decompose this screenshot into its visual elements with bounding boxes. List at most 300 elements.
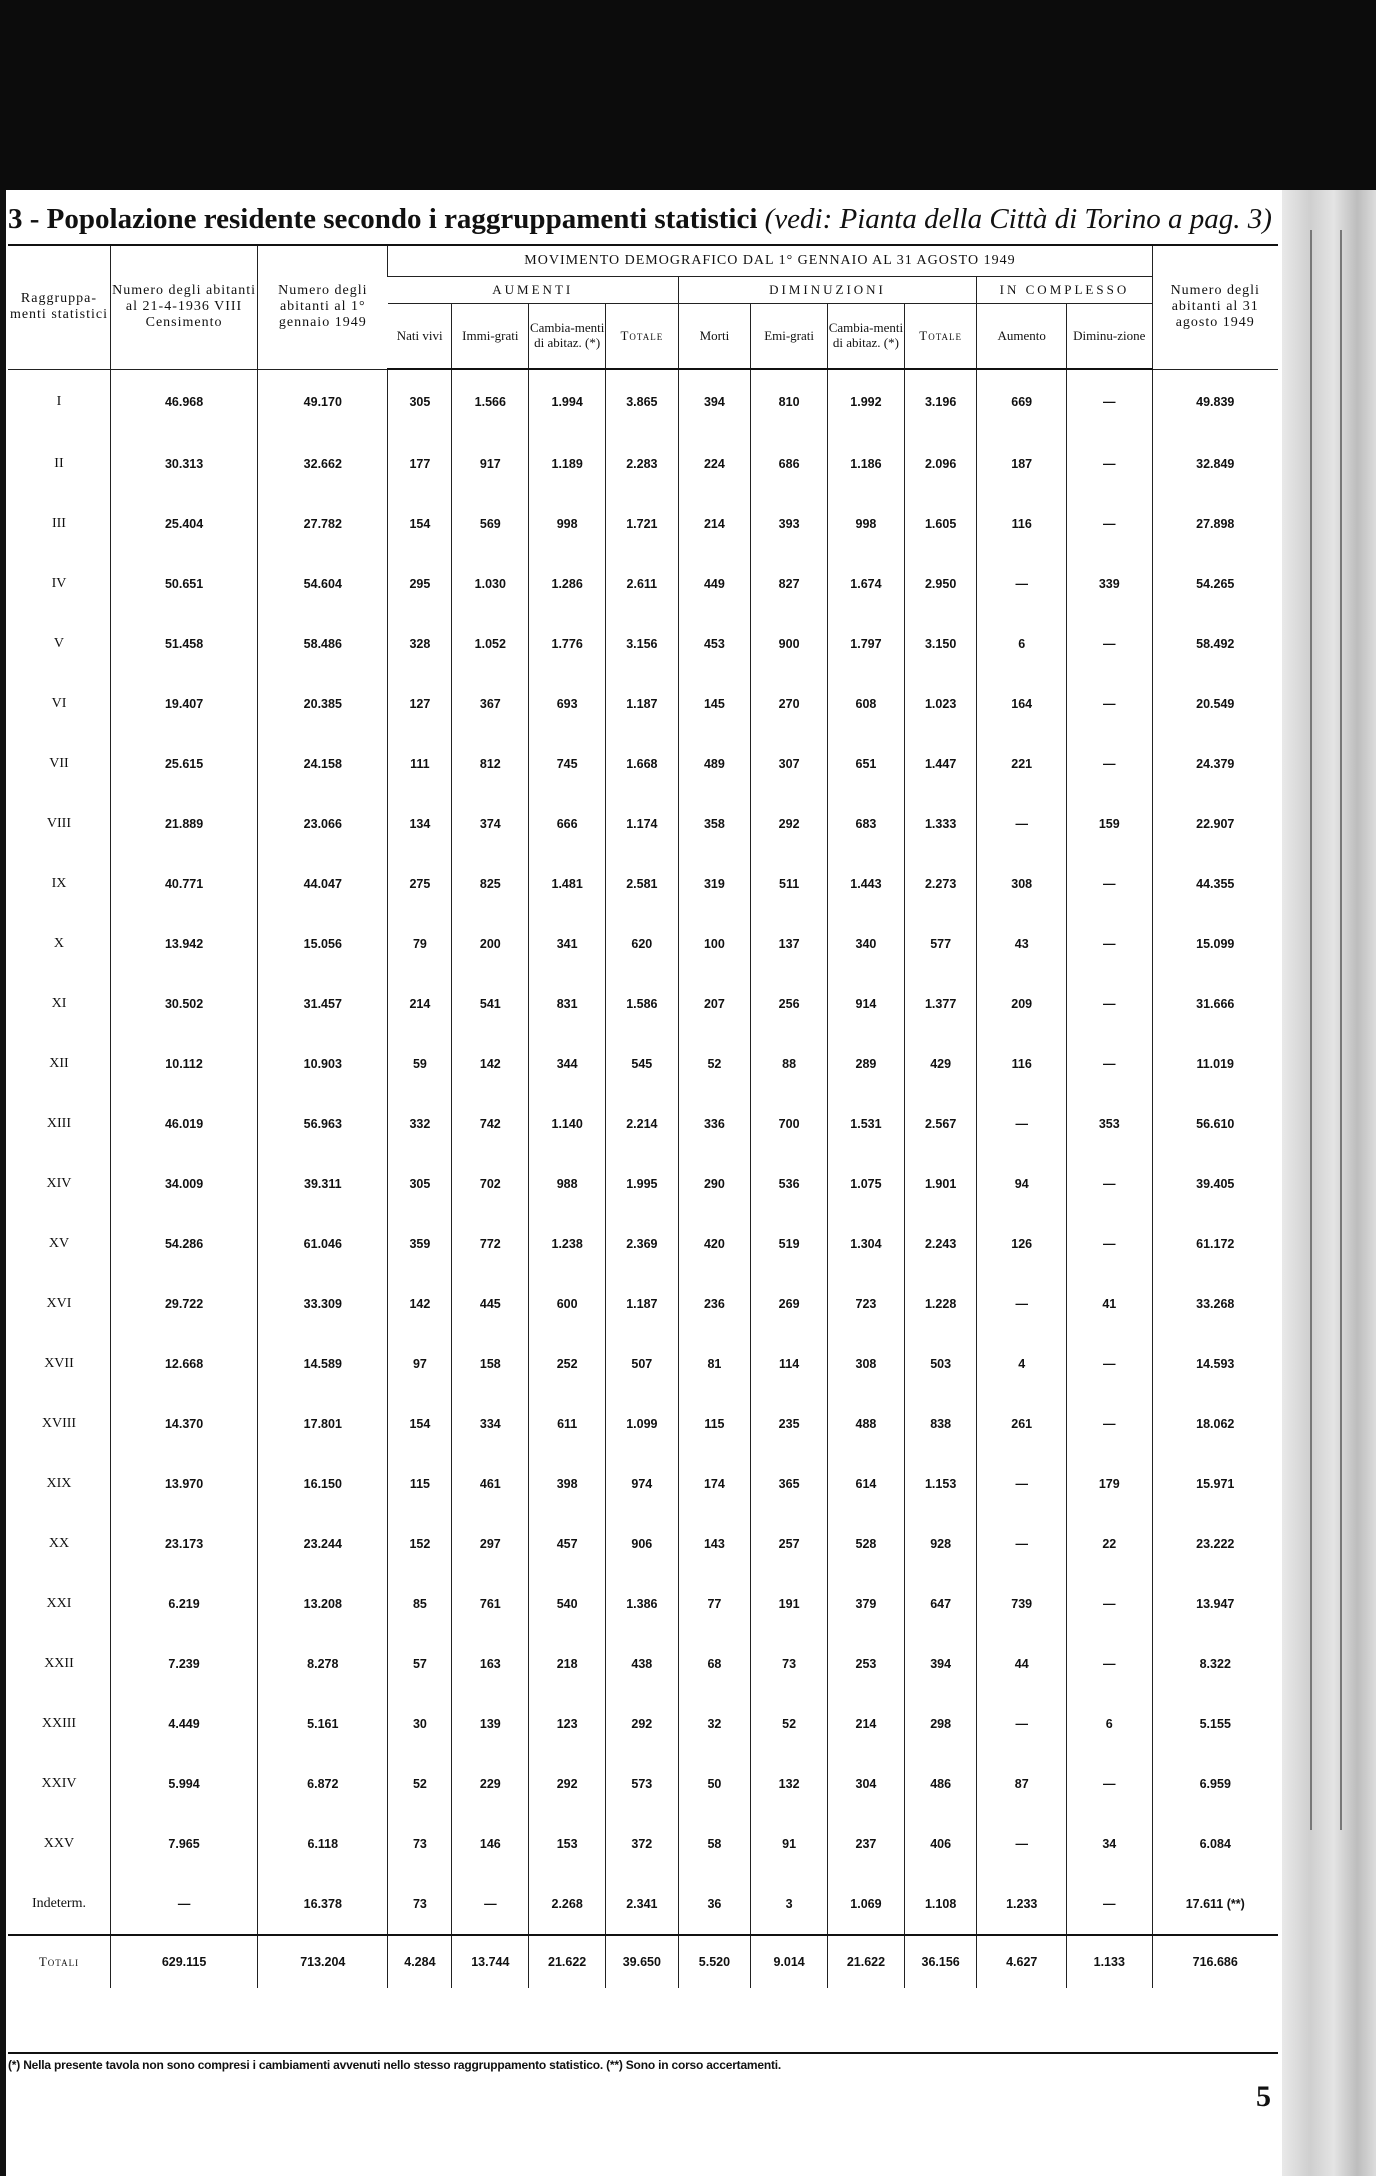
- cell-total-in: 545: [606, 1034, 679, 1094]
- cell-increase: —: [977, 1814, 1067, 1874]
- cell-total-out: 3.196: [904, 369, 977, 434]
- cell-deaths: 489: [678, 734, 751, 794]
- cell-deaths: 81: [678, 1334, 751, 1394]
- cell-immigrants: 200: [452, 914, 529, 974]
- cell-total-in: 438: [606, 1634, 679, 1694]
- cell-pop1949: 6.872: [258, 1754, 388, 1814]
- table-row: [8, 1454, 1278, 1514]
- cell-changes-out: 608: [828, 674, 905, 734]
- cell-pop1949: 10.903: [258, 1034, 388, 1094]
- cell-births: 214: [388, 974, 452, 1034]
- cell-changes-out: 1.531: [828, 1094, 905, 1154]
- cell-increase: 43: [977, 914, 1067, 974]
- cell-group: XXIV: [41, 1776, 77, 1791]
- cell-births: 142: [388, 1274, 452, 1334]
- cell-deaths: 207: [678, 974, 751, 1034]
- footnote: (*) Nella presente tavola non sono compresi i cambiamenti avvenuti nello stesso raggruppamento statistico. (**) Sono in corso accertamenti.: [8, 2052, 1278, 2072]
- cell-total-out: 838: [904, 1394, 977, 1454]
- cell-changes-out: 214: [828, 1694, 905, 1754]
- table-row: [8, 1574, 1278, 1634]
- cell-total-in: 2.214: [606, 1094, 679, 1154]
- cell-births: 332: [388, 1094, 452, 1154]
- cell-changes-in: 2.268: [529, 1874, 606, 1935]
- cell-changes-out: 1.075: [828, 1154, 905, 1214]
- cell-group: XVII: [44, 1356, 74, 1371]
- cell-immigrants: 334: [452, 1394, 529, 1454]
- cell-decrease: —: [1067, 434, 1152, 494]
- cell-group: XXI: [46, 1596, 72, 1611]
- cell-increase: —: [977, 1274, 1067, 1334]
- cell-pop1936: 46.019: [110, 1094, 257, 1154]
- cell-pop1949: 33.309: [258, 1274, 388, 1334]
- cell-total-out: 486: [904, 1754, 977, 1814]
- cell-decrease: —: [1067, 1034, 1152, 1094]
- cell-total-in: 3.156: [606, 614, 679, 674]
- totals-row: [8, 1935, 1278, 1988]
- cell-pop1949: 16.150: [258, 1454, 388, 1514]
- cell-deaths: 336: [678, 1094, 751, 1154]
- cell-total-out: 1.377: [904, 974, 977, 1034]
- cell-emigrants: 52: [751, 1694, 828, 1754]
- header-deaths: Morti: [678, 304, 751, 370]
- cell-pop-end: 17.611 (**): [1152, 1874, 1278, 1935]
- cell-increase: 187: [977, 434, 1067, 494]
- table-row: [8, 1814, 1278, 1874]
- cell-total-out: 1.228: [904, 1274, 977, 1334]
- cell-emigrants: 686: [751, 434, 828, 494]
- cell-changes-in: 1.776: [529, 614, 606, 674]
- header-changes-in: Cambia-menti di abitaz. (*): [529, 304, 606, 370]
- table-body: [8, 369, 1278, 1988]
- cell-pop1936: 14.370: [110, 1394, 257, 1454]
- cell-deaths: 50: [678, 1754, 751, 1814]
- cell-changes-out: 1.797: [828, 614, 905, 674]
- cell-emigrants: 191: [751, 1574, 828, 1634]
- table-row: [8, 1754, 1278, 1814]
- cell-immigrants: 761: [452, 1574, 529, 1634]
- cell-pop1936: 54.286: [110, 1214, 257, 1274]
- cell-pop-end: 58.492: [1152, 614, 1278, 674]
- cell-deaths: 224: [678, 434, 751, 494]
- cell-births: 134: [388, 794, 452, 854]
- cell-total-in: 573: [606, 1754, 679, 1814]
- cell-pop1949: 16.378: [258, 1874, 388, 1935]
- cell-emigrants: 900: [751, 614, 828, 674]
- header-changes-out: Cambia-menti di abitaz. (*): [828, 304, 905, 370]
- cell-decrease: 6: [1067, 1694, 1152, 1754]
- cell-emigrants: 307: [751, 734, 828, 794]
- cell-deaths: 52: [678, 1034, 751, 1094]
- cell-pop1949: 713.204: [258, 1935, 388, 1988]
- cell-decrease: 339: [1067, 554, 1152, 614]
- cell-immigrants: 1.030: [452, 554, 529, 614]
- cell-births: 85: [388, 1574, 452, 1634]
- cell-pop1949: 23.244: [258, 1514, 388, 1574]
- cell-changes-out: 379: [828, 1574, 905, 1634]
- cell-pop-end: 32.849: [1152, 434, 1278, 494]
- cell-deaths: 143: [678, 1514, 751, 1574]
- cell-changes-in: 1.238: [529, 1214, 606, 1274]
- cell-immigrants: 917: [452, 434, 529, 494]
- page-crease: [1340, 230, 1342, 1830]
- cell-pop1936: 50.651: [110, 554, 257, 614]
- cell-births: 59: [388, 1034, 452, 1094]
- cell-emigrants: 393: [751, 494, 828, 554]
- cell-births: 328: [388, 614, 452, 674]
- cell-deaths: 36: [678, 1874, 751, 1935]
- cell-changes-in: 600: [529, 1274, 606, 1334]
- cell-total-out: 1.023: [904, 674, 977, 734]
- cell-group: XIX: [46, 1476, 72, 1491]
- cell-pop-end: 13.947: [1152, 1574, 1278, 1634]
- cell-changes-in: 988: [529, 1154, 606, 1214]
- cell-deaths: 214: [678, 494, 751, 554]
- cell-total-out: 1.447: [904, 734, 977, 794]
- cell-immigrants: 158: [452, 1334, 529, 1394]
- table-row: [8, 1394, 1278, 1454]
- header-total-in: Totale: [606, 304, 679, 370]
- cell-births: 152: [388, 1514, 452, 1574]
- cell-group: XXII: [44, 1656, 74, 1671]
- cell-decrease: —: [1067, 974, 1152, 1034]
- cell-immigrants: 146: [452, 1814, 529, 1874]
- cell-decrease: 22: [1067, 1514, 1152, 1574]
- cell-group: XIII: [46, 1116, 72, 1131]
- cell-pop1936: 25.615: [110, 734, 257, 794]
- cell-emigrants: 365: [751, 1454, 828, 1514]
- cell-pop1949: 58.486: [258, 614, 388, 674]
- cell-pop1949: 49.170: [258, 369, 388, 434]
- cell-decrease: —: [1067, 1754, 1152, 1814]
- cell-increase: 6: [977, 614, 1067, 674]
- cell-increase: 4.627: [977, 1935, 1067, 1988]
- cell-decrease: —: [1067, 674, 1152, 734]
- cell-births: 295: [388, 554, 452, 614]
- table-row: [8, 1694, 1278, 1754]
- table-row: [8, 974, 1278, 1034]
- cell-total-out: 394: [904, 1634, 977, 1694]
- cell-pop-end: 5.155: [1152, 1694, 1278, 1754]
- cell-emigrants: 137: [751, 914, 828, 974]
- cell-immigrants: 367: [452, 674, 529, 734]
- cell-changes-in: 1.140: [529, 1094, 606, 1154]
- cell-deaths: 290: [678, 1154, 751, 1214]
- cell-increase: —: [977, 1694, 1067, 1754]
- cell-changes-in: 398: [529, 1454, 606, 1514]
- cell-pop1949: 27.782: [258, 494, 388, 554]
- cell-changes-out: 1.069: [828, 1874, 905, 1935]
- cell-pop1936: 23.173: [110, 1514, 257, 1574]
- cell-total-out: 928: [904, 1514, 977, 1574]
- cell-total-in: 372: [606, 1814, 679, 1874]
- cell-changes-out: 998: [828, 494, 905, 554]
- population-table-container: [8, 244, 1278, 1988]
- cell-changes-in: 252: [529, 1334, 606, 1394]
- cell-deaths: 68: [678, 1634, 751, 1694]
- cell-pop-end: 15.971: [1152, 1454, 1278, 1514]
- header-pop-1949-end: Numero degli abitanti al 31 agosto 1949: [1152, 245, 1278, 369]
- cell-births: 73: [388, 1814, 452, 1874]
- cell-emigrants: 88: [751, 1034, 828, 1094]
- cell-deaths: 145: [678, 674, 751, 734]
- cell-immigrants: 825: [452, 854, 529, 914]
- page-title: [8, 203, 1278, 236]
- cell-pop-end: 39.405: [1152, 1154, 1278, 1214]
- cell-total-in: 1.995: [606, 1154, 679, 1214]
- cell-group: VI: [51, 696, 67, 711]
- cell-pop-end: 49.839: [1152, 369, 1278, 434]
- cell-pop-end: 8.322: [1152, 1634, 1278, 1694]
- cell-decrease: —: [1067, 1634, 1152, 1694]
- cell-changes-out: 21.622: [828, 1935, 905, 1988]
- cell-total-in: 620: [606, 914, 679, 974]
- cell-decrease: 159: [1067, 794, 1152, 854]
- cell-emigrants: 810: [751, 369, 828, 434]
- cell-changes-out: 1.674: [828, 554, 905, 614]
- cell-total-in: 3.865: [606, 369, 679, 434]
- table-row: [8, 369, 1278, 434]
- scan-top-border: [0, 0, 1376, 190]
- cell-pop1936: 25.404: [110, 494, 257, 554]
- cell-changes-out: 308: [828, 1334, 905, 1394]
- cell-births: 73: [388, 1874, 452, 1935]
- cell-emigrants: 700: [751, 1094, 828, 1154]
- scan-left-border: [0, 190, 6, 2176]
- cell-total-out: 2.243: [904, 1214, 977, 1274]
- cell-emigrants: 91: [751, 1814, 828, 1874]
- table-row: [8, 1274, 1278, 1334]
- cell-emigrants: 235: [751, 1394, 828, 1454]
- cell-emigrants: 269: [751, 1274, 828, 1334]
- cell-pop-end: 56.610: [1152, 1094, 1278, 1154]
- cell-changes-in: 611: [529, 1394, 606, 1454]
- table-row: [8, 1514, 1278, 1574]
- table-row: [8, 674, 1278, 734]
- table-row: [8, 1874, 1278, 1935]
- cell-decrease: —: [1067, 914, 1152, 974]
- header-group: Raggruppa-menti statistici: [8, 245, 110, 369]
- table-row: [8, 1214, 1278, 1274]
- cell-group: X: [53, 936, 65, 951]
- cell-changes-in: 153: [529, 1814, 606, 1874]
- table-row: [8, 854, 1278, 914]
- cell-pop1949: 39.311: [258, 1154, 388, 1214]
- cell-births: 57: [388, 1634, 452, 1694]
- cell-immigrants: 1.566: [452, 369, 529, 434]
- cell-total-in: 2.581: [606, 854, 679, 914]
- cell-pop-end: 18.062: [1152, 1394, 1278, 1454]
- header-pop-1936: Numero degli abitanti al 21-4-1936 VIII Censimento: [110, 245, 257, 369]
- cell-total-in: 2.341: [606, 1874, 679, 1935]
- cell-pop1936: 13.970: [110, 1454, 257, 1514]
- cell-pop1936: —: [110, 1874, 257, 1935]
- cell-total-in: 2.369: [606, 1214, 679, 1274]
- cell-total-out: 36.156: [904, 1935, 977, 1988]
- cell-pop1936: 21.889: [110, 794, 257, 854]
- cell-births: 305: [388, 369, 452, 434]
- cell-pop1936: 7.965: [110, 1814, 257, 1874]
- cell-pop-end: 24.379: [1152, 734, 1278, 794]
- cell-total-out: 406: [904, 1814, 977, 1874]
- cell-births: 4.284: [388, 1935, 452, 1988]
- table-row: [8, 734, 1278, 794]
- cell-pop-end: 6.084: [1152, 1814, 1278, 1874]
- cell-total-in: 292: [606, 1694, 679, 1754]
- table-row: [8, 1154, 1278, 1214]
- cell-total-in: 2.611: [606, 554, 679, 614]
- cell-births: 154: [388, 494, 452, 554]
- cell-changes-in: 1.994: [529, 369, 606, 434]
- cell-births: 359: [388, 1214, 452, 1274]
- cell-group: XVI: [46, 1296, 72, 1311]
- cell-changes-in: 540: [529, 1574, 606, 1634]
- cell-pop-end: 23.222: [1152, 1514, 1278, 1574]
- cell-total-in: 39.650: [606, 1935, 679, 1988]
- cell-increase: —: [977, 1514, 1067, 1574]
- cell-deaths: 32: [678, 1694, 751, 1754]
- cell-births: 115: [388, 1454, 452, 1514]
- cell-group: XVIII: [41, 1416, 77, 1431]
- cell-increase: 4: [977, 1334, 1067, 1394]
- cell-pop1936: 5.994: [110, 1754, 257, 1814]
- scan-right-margin: [1282, 190, 1376, 2176]
- cell-pop1949: 61.046: [258, 1214, 388, 1274]
- cell-total-out: 577: [904, 914, 977, 974]
- cell-deaths: 358: [678, 794, 751, 854]
- cell-decrease: —: [1067, 369, 1152, 434]
- cell-increase: 669: [977, 369, 1067, 434]
- cell-total-out: 1.605: [904, 494, 977, 554]
- cell-emigrants: 292: [751, 794, 828, 854]
- cell-changes-out: 1.186: [828, 434, 905, 494]
- cell-changes-in: 831: [529, 974, 606, 1034]
- cell-pop1949: 31.457: [258, 974, 388, 1034]
- cell-increase: 1.233: [977, 1874, 1067, 1935]
- cell-changes-out: 1.992: [828, 369, 905, 434]
- cell-pop1936: 40.771: [110, 854, 257, 914]
- cell-total-out: 2.273: [904, 854, 977, 914]
- header-movement: MOVIMENTO DEMOGRAFICO DAL 1° GENNAIO AL 31 AGOSTO 1949: [388, 245, 1152, 277]
- table-row: [8, 434, 1278, 494]
- cell-total-out: 2.567: [904, 1094, 977, 1154]
- cell-emigrants: 256: [751, 974, 828, 1034]
- cell-pop1949: 23.066: [258, 794, 388, 854]
- header-total-out: Totale: [904, 304, 977, 370]
- cell-decrease: —: [1067, 854, 1152, 914]
- cell-increase: 94: [977, 1154, 1067, 1214]
- header-decreases: DIMINUZIONI: [678, 277, 977, 304]
- cell-emigrants: 270: [751, 674, 828, 734]
- cell-pop-end: 61.172: [1152, 1214, 1278, 1274]
- cell-changes-in: 292: [529, 1754, 606, 1814]
- cell-total-in: 1.187: [606, 1274, 679, 1334]
- table-title: Popolazione residente secondo i raggruppamenti statistici: [46, 203, 758, 235]
- cell-deaths: 394: [678, 369, 751, 434]
- cell-deaths: 100: [678, 914, 751, 974]
- table-row: [8, 554, 1278, 614]
- cell-decrease: 1.133: [1067, 1935, 1152, 1988]
- cell-pop1949: 24.158: [258, 734, 388, 794]
- cell-pop1936: 29.722: [110, 1274, 257, 1334]
- cell-increase: 126: [977, 1214, 1067, 1274]
- cell-changes-out: 304: [828, 1754, 905, 1814]
- cell-increase: 116: [977, 1034, 1067, 1094]
- cell-pop-end: 22.907: [1152, 794, 1278, 854]
- cell-births: 52: [388, 1754, 452, 1814]
- cell-pop1936: 46.968: [110, 369, 257, 434]
- cell-emigrants: 519: [751, 1214, 828, 1274]
- cell-total-out: 503: [904, 1334, 977, 1394]
- cell-deaths: 77: [678, 1574, 751, 1634]
- cell-changes-out: 237: [828, 1814, 905, 1874]
- cell-increase: 116: [977, 494, 1067, 554]
- cell-total-in: 2.283: [606, 434, 679, 494]
- cell-pop1936: 629.115: [110, 1935, 257, 1988]
- cell-immigrants: 13.744: [452, 1935, 529, 1988]
- cell-increase: —: [977, 794, 1067, 854]
- cell-total-in: 1.187: [606, 674, 679, 734]
- cell-total-in: 1.668: [606, 734, 679, 794]
- cell-pop-end: 11.019: [1152, 1034, 1278, 1094]
- cell-emigrants: 3: [751, 1874, 828, 1935]
- cell-increase: 261: [977, 1394, 1067, 1454]
- cell-changes-in: 123: [529, 1694, 606, 1754]
- cell-group: XV: [48, 1236, 70, 1251]
- cell-changes-in: 1.286: [529, 554, 606, 614]
- cell-pop-end: 14.593: [1152, 1334, 1278, 1394]
- header-increases: AUMENTI: [388, 277, 678, 304]
- cell-immigrants: 374: [452, 794, 529, 854]
- cell-total-in: 1.586: [606, 974, 679, 1034]
- header-births: Nati vivi: [388, 304, 452, 370]
- cell-changes-in: 1.189: [529, 434, 606, 494]
- cell-increase: 739: [977, 1574, 1067, 1634]
- cell-decrease: 353: [1067, 1094, 1152, 1154]
- cell-group: XIV: [46, 1176, 72, 1191]
- cell-changes-in: 666: [529, 794, 606, 854]
- cell-deaths: 453: [678, 614, 751, 674]
- cell-emigrants: 257: [751, 1514, 828, 1574]
- cell-pop1936: 19.407: [110, 674, 257, 734]
- cell-changes-out: 1.304: [828, 1214, 905, 1274]
- cell-emigrants: 511: [751, 854, 828, 914]
- cell-pop1949: 13.208: [258, 1574, 388, 1634]
- header-increase: Aumento: [977, 304, 1067, 370]
- cell-group: III: [51, 516, 66, 531]
- cell-changes-out: 488: [828, 1394, 905, 1454]
- cell-changes-out: 1.443: [828, 854, 905, 914]
- cell-changes-out: 914: [828, 974, 905, 1034]
- cell-total-out: 3.150: [904, 614, 977, 674]
- cell-changes-in: 745: [529, 734, 606, 794]
- cell-decrease: —: [1067, 494, 1152, 554]
- cell-births: 305: [388, 1154, 452, 1214]
- cell-group: VIII: [46, 816, 72, 831]
- cell-increase: 221: [977, 734, 1067, 794]
- cell-total-out: 1.153: [904, 1454, 977, 1514]
- cell-group: XI: [51, 996, 67, 1011]
- cell-total-out: 1.108: [904, 1874, 977, 1935]
- cell-changes-out: 289: [828, 1034, 905, 1094]
- header-overall: IN COMPLESSO: [977, 277, 1152, 304]
- cell-pop-end: 44.355: [1152, 854, 1278, 914]
- cell-total-in: 1.721: [606, 494, 679, 554]
- cell-pop1936: 30.313: [110, 434, 257, 494]
- cell-total-out: 429: [904, 1034, 977, 1094]
- cell-group: XX: [48, 1536, 70, 1551]
- cell-immigrants: 702: [452, 1154, 529, 1214]
- cell-increase: 164: [977, 674, 1067, 734]
